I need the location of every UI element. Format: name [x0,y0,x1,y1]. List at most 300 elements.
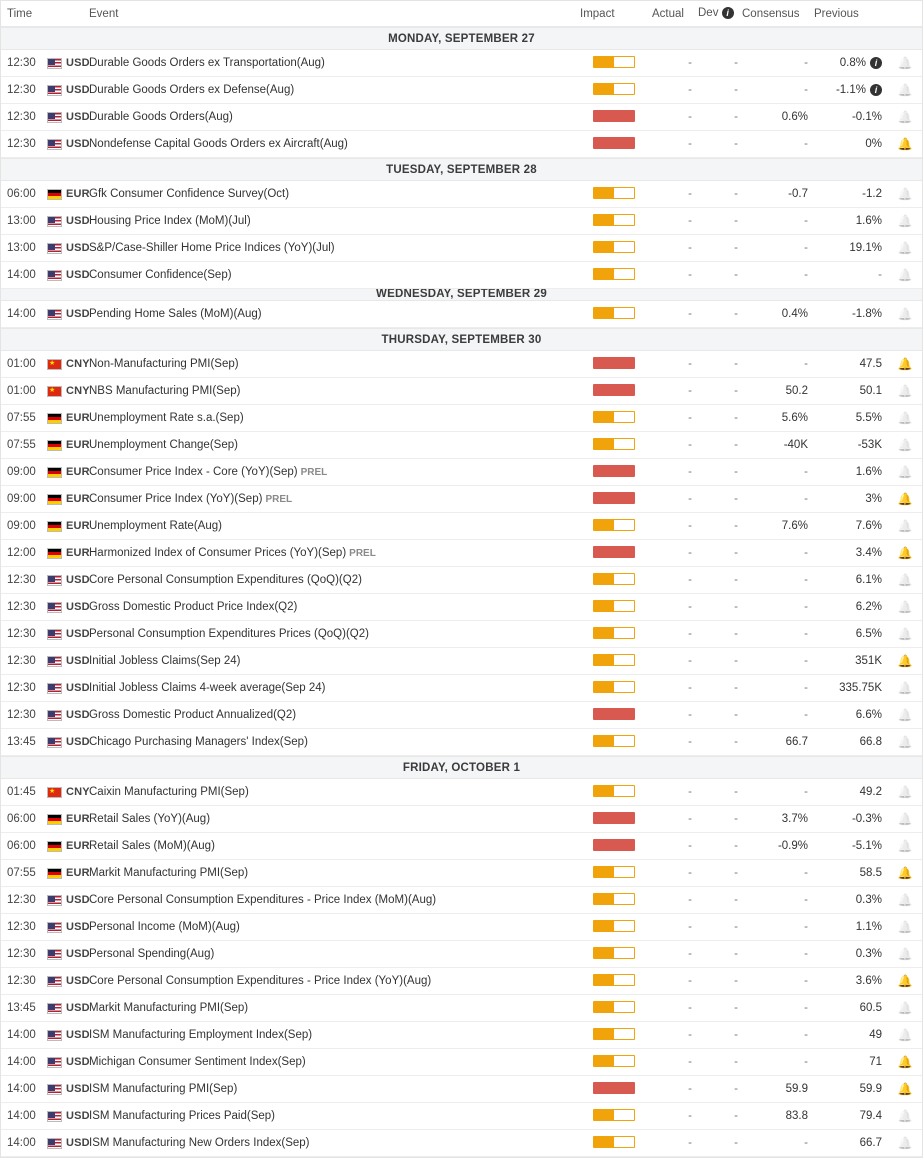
currency-cell [41,242,90,254]
bell-icon[interactable]: 🔔 [897,1135,913,1150]
table-row[interactable] [1,860,922,887]
column-header-dev[interactable] [698,7,742,19]
event-name-cell[interactable] [85,786,576,798]
alert-cell[interactable] [888,840,922,853]
info-icon[interactable]: i [870,84,882,96]
currency-cell [41,57,90,69]
bell-icon[interactable]: 🔔 [897,1027,913,1042]
currency-cell [41,736,90,748]
event-name-cell[interactable] [85,215,576,227]
currency-cell [41,601,90,613]
actual-value: - [688,948,692,960]
alert-cell[interactable] [888,628,922,641]
event-time: 09:00 [7,493,36,505]
event-name: Retail Sales (YoY)(Aug) [89,813,211,825]
bell-icon[interactable]: 🔔 [897,1000,913,1015]
previous-cell: 6.5% [855,628,882,640]
bell-icon[interactable]: 🔔 [897,919,913,934]
event-name-cell[interactable] [85,439,576,451]
currency-code: EUR [66,466,90,478]
previous-cell: 1.6% [855,215,882,227]
flag-cn-icon [47,359,62,370]
event-name-cell[interactable] [85,921,576,933]
event-time: 12:30 [7,948,36,960]
impact-cell [576,56,652,71]
table-row[interactable] [1,1049,922,1076]
alert-cell[interactable] [888,682,922,695]
event-time: 13:00 [7,215,36,227]
consensus-value: -40K [783,439,808,451]
event-name-cell[interactable] [85,975,576,987]
consensus-value: - [804,1137,808,1149]
deviation-value: - [734,813,738,825]
event-time: 12:30 [7,655,36,667]
flag-us-icon [47,710,62,721]
alert-cell[interactable] [888,439,922,452]
event-time: 12:30 [7,84,36,96]
currency-code: USD [66,975,90,987]
impact-cell [576,546,652,561]
impact-bar-med [593,1055,635,1067]
actual-value: - [688,439,692,451]
table-row[interactable] [1,995,922,1022]
flag-us-icon [47,85,62,96]
event-name-cell[interactable] [85,574,576,586]
flag-de-icon [47,413,62,424]
event-name: Retail Sales (MoM)(Aug) [89,840,215,852]
previous-cell: 49.2 [859,786,882,798]
alert-cell[interactable] [888,975,922,988]
event-name-cell[interactable] [85,269,576,281]
actual-value: - [688,1056,692,1068]
alert-cell[interactable] [888,1137,922,1150]
table-row[interactable] [1,729,922,756]
deviation-value: - [734,385,738,397]
bell-icon[interactable]: 🔔 [897,410,913,425]
event-name-cell[interactable] [85,1137,576,1149]
event-name-cell[interactable] [85,1056,576,1068]
event-time: 14:00 [7,1056,36,1068]
deviation-value: - [734,1029,738,1041]
consensus-value: - [804,682,808,694]
table-row[interactable] [1,131,922,158]
alert-cell[interactable] [888,520,922,533]
currency-code: USD [66,628,90,640]
event-name: Markit Manufacturing PMI(Sep) [89,1002,249,1014]
table-row[interactable] [1,104,922,131]
alert-cell[interactable] [888,736,922,749]
impact-bar-med [593,56,635,68]
flag-de-icon [47,841,62,852]
deviation-value: - [734,1002,738,1014]
bell-icon[interactable]: 🔔 [897,626,913,641]
alert-cell[interactable] [888,709,922,722]
event-name-cell[interactable] [85,111,576,123]
alert-cell[interactable] [888,412,922,425]
bell-icon[interactable]: 🔔 [897,946,913,961]
bell-icon[interactable]: 🔔 [897,186,913,201]
deviation-value: - [734,709,738,721]
bell-icon[interactable]: 🔔 [897,82,913,97]
flag-de-icon [47,548,62,559]
info-icon[interactable]: i [722,7,734,19]
actual-value: - [688,188,692,200]
table-row[interactable] [1,1076,922,1103]
event-name: Pending Home Sales (MoM)(Aug) [89,308,262,320]
deviation-value: - [734,867,738,879]
impact-cell [576,600,652,615]
alert-cell[interactable] [888,1056,922,1069]
event-name: Initial Jobless Claims(Sep 24) [89,655,241,667]
bell-icon[interactable]: 🔔 [897,356,913,371]
impact-cell [576,241,652,256]
event-name: Chicago Purchasing Managers' Index(Sep) [89,736,308,748]
bell-icon[interactable]: 🔔 [897,55,913,70]
column-header-event[interactable]: Event [89,7,119,20]
table-row[interactable] [1,378,922,405]
actual-value: - [688,655,692,667]
alert-cell[interactable] [888,138,922,151]
table-row[interactable] [1,77,922,104]
impact-bar-med [593,214,635,226]
currency-cell [41,466,90,478]
bell-icon[interactable]: 🔔 [897,973,913,988]
event-name-cell[interactable] [85,655,576,667]
flag-us-icon [47,216,62,227]
flag-us-icon [47,656,62,667]
event-name-cell[interactable] [85,813,576,825]
impact-bar-med [593,268,635,280]
bell-icon[interactable]: 🔔 [897,1081,913,1096]
consensus-value: -0.7 [788,188,808,200]
flag-us-icon [47,139,62,150]
bell-icon[interactable]: 🔔 [897,1054,913,1069]
currency-cell [41,188,90,200]
impact-cell [576,974,652,989]
flag-de-icon [47,494,62,505]
event-name-cell[interactable] [85,682,576,694]
deviation-value: - [734,948,738,960]
table-row[interactable] [1,779,922,806]
impact-cell [576,492,652,507]
event-name-cell[interactable] [85,138,576,150]
actual-value: - [688,921,692,933]
alert-cell[interactable] [888,655,922,668]
impact-bar-med [593,519,635,531]
flag-cn-icon [47,787,62,798]
table-row[interactable] [1,50,922,77]
flag-de-icon [47,440,62,451]
bell-icon[interactable]: 🔔 [897,213,913,228]
flag-us-icon [47,575,62,586]
deviation-value: - [734,84,738,96]
alert-cell[interactable] [888,1083,922,1096]
actual-value: - [688,867,692,879]
deviation-value: - [734,215,738,227]
currency-code: USD [66,111,90,123]
event-time: 12:00 [7,547,36,559]
bell-icon[interactable]: 🔔 [897,545,913,560]
event-name: Core Personal Consumption Expenditures - Price Index (MoM)(Aug) [89,894,437,906]
event-name-cell[interactable] [85,1029,576,1041]
bell-icon[interactable]: 🔔 [897,1108,913,1123]
event-time: 06:00 [7,188,36,200]
event-name-cell[interactable] [85,709,576,721]
bell-icon[interactable]: 🔔 [897,306,913,321]
flag-us-icon [47,895,62,906]
deviation-value: - [734,188,738,200]
event-name-cell[interactable] [85,308,576,320]
table-row[interactable] [1,567,922,594]
bell-icon[interactable]: 🔔 [897,437,913,452]
bell-icon[interactable]: 🔔 [897,811,913,826]
column-header-dev-label: Dev [698,7,719,20]
table-row[interactable] [1,262,922,289]
event-name: Durable Goods Orders(Aug) [89,111,233,123]
event-name-cell[interactable] [85,520,576,532]
table-row[interactable] [1,181,922,208]
event-name-cell[interactable] [85,547,576,559]
impact-bar-med [593,735,635,747]
alert-cell[interactable] [888,921,922,934]
alert-cell[interactable] [888,601,922,614]
alert-cell[interactable] [888,215,922,228]
alert-cell[interactable] [888,786,922,799]
previous-cell: 5.5% [855,412,882,424]
table-row[interactable] [1,1103,922,1130]
bell-icon[interactable]: 🔔 [897,572,913,587]
bell-icon[interactable]: 🔔 [897,865,913,880]
event-time: 12:30 [7,921,36,933]
currency-cell [41,813,90,825]
deviation-value: - [734,358,738,370]
table-row[interactable] [1,941,922,968]
table-row[interactable] [1,432,922,459]
event-name-cell[interactable] [85,84,576,96]
table-row[interactable] [1,648,922,675]
deviation-value: - [734,1137,738,1149]
bell-icon[interactable]: 🔔 [897,267,913,282]
bell-icon[interactable]: 🔔 [897,707,913,722]
bell-icon[interactable]: 🔔 [897,838,913,853]
deviation-value: - [734,242,738,254]
alert-cell[interactable] [888,385,922,398]
deviation-value: - [734,786,738,798]
table-row[interactable] [1,594,922,621]
consensus-value: 7.6% [781,520,808,532]
table-row[interactable] [1,513,922,540]
event-name-cell[interactable] [85,412,576,424]
event-name: Durable Goods Orders ex Defense(Aug) [89,84,295,96]
alert-cell[interactable] [888,894,922,907]
consensus-value: - [804,574,808,586]
bell-icon[interactable]: 🔔 [897,240,913,255]
table-row[interactable] [1,621,922,648]
event-name-cell[interactable] [85,628,576,640]
alert-cell[interactable] [888,57,922,70]
impact-bar-med [593,573,635,585]
deviation-value: - [734,493,738,505]
previous-cell: 1.6% [855,466,882,478]
table-row[interactable] [1,702,922,729]
alert-cell[interactable] [888,188,922,201]
table-row[interactable] [1,351,922,378]
preliminary-badge: PREL [265,494,293,505]
consensus-value: - [804,655,808,667]
previous-cell: 66.8 [859,736,882,748]
previous-cell: - [878,269,882,281]
alert-cell[interactable] [888,269,922,282]
currency-code: EUR [66,493,90,505]
currency-code: EUR [66,439,90,451]
event-name: Core Personal Consumption Expenditures (QoQ)(Q2) [89,574,362,586]
event-name-cell[interactable] [85,1083,576,1095]
alert-cell[interactable] [888,547,922,560]
currency-cell [41,520,90,532]
alert-cell[interactable] [888,574,922,587]
consensus-value: - [804,269,808,281]
flag-us-icon [47,309,62,320]
consensus-value: 0.6% [781,111,808,123]
alert-cell[interactable] [888,1110,922,1123]
table-row[interactable] [1,486,922,513]
previous-cell: 59.9 [859,1083,882,1095]
table-row[interactable] [1,675,922,702]
flag-us-icon [47,602,62,613]
event-name-cell[interactable] [85,1110,576,1122]
alert-cell[interactable] [888,1002,922,1015]
event-name-cell[interactable] [85,894,576,906]
column-header-impact[interactable] [576,8,652,20]
event-time: 07:55 [7,867,36,879]
event-name: Unemployment Rate(Aug) [89,520,222,532]
table-row[interactable] [1,405,922,432]
table-row[interactable] [1,235,922,262]
alert-cell[interactable] [888,867,922,880]
event-name-cell[interactable] [85,358,576,370]
flag-us-icon [47,1111,62,1122]
event-name-cell[interactable] [85,466,576,478]
event-name: Unemployment Change(Sep) [89,439,238,451]
currency-cell [41,111,90,123]
event-name-cell[interactable] [85,385,576,397]
event-name-cell[interactable] [85,736,576,748]
currency-cell [41,439,90,451]
info-icon[interactable]: i [870,57,882,69]
event-name: Non-Manufacturing PMI(Sep) [89,358,239,370]
table-row[interactable] [1,833,922,860]
alert-cell[interactable] [888,84,922,97]
impact-bar-med [593,438,635,450]
table-row[interactable] [1,301,922,328]
event-time: 01:45 [7,786,36,798]
column-header-time[interactable]: Time [7,7,33,20]
table-row[interactable] [1,806,922,833]
bell-icon[interactable]: 🔔 [897,892,913,907]
event-name: Michigan Consumer Sentiment Index(Sep) [89,1056,306,1068]
flag-de-icon [47,814,62,825]
bell-icon[interactable]: 🔔 [897,734,913,749]
currency-code: EUR [66,840,90,852]
bell-icon[interactable]: 🔔 [897,491,913,506]
impact-bar-med [593,1109,635,1121]
actual-value: - [688,709,692,721]
impact-bar-med [593,1136,635,1148]
table-row[interactable] [1,540,922,567]
impact-cell [576,839,652,854]
event-name-cell[interactable] [85,840,576,852]
event-name-cell[interactable] [85,948,576,960]
event-time: 07:55 [7,412,36,424]
column-header-actual[interactable]: Actual [652,7,684,20]
bell-icon[interactable]: 🔔 [897,518,913,533]
alert-cell[interactable] [888,1029,922,1042]
bell-icon[interactable]: 🔔 [897,653,913,668]
table-row[interactable] [1,1022,922,1049]
event-name-cell[interactable] [85,601,576,613]
event-name-cell[interactable] [85,867,576,879]
event-name-cell[interactable] [85,1002,576,1014]
bell-icon[interactable]: 🔔 [897,136,913,151]
event-name-cell[interactable] [85,188,576,200]
alert-cell[interactable] [888,358,922,371]
flag-us-icon [47,976,62,987]
bell-icon[interactable]: 🔔 [897,383,913,398]
table-row[interactable] [1,208,922,235]
alert-cell[interactable] [888,242,922,255]
table-row[interactable] [1,914,922,941]
alert-cell[interactable] [888,948,922,961]
deviation-value: - [734,138,738,150]
bell-icon[interactable]: 🔔 [897,784,913,799]
actual-value: - [688,138,692,150]
deviation-value: - [734,601,738,613]
event-name-cell[interactable] [85,242,576,254]
event-name-cell[interactable] [85,57,576,69]
alert-cell[interactable] [888,111,922,124]
table-row[interactable] [1,459,922,486]
alert-cell[interactable] [888,813,922,826]
previous-cell: -0.3% [851,813,882,825]
consensus-value: - [804,358,808,370]
bell-icon[interactable]: 🔔 [897,109,913,124]
consensus-value: - [804,84,808,96]
flag-us-icon [47,270,62,281]
bell-icon[interactable]: 🔔 [897,599,913,614]
consensus-value: - [804,786,808,798]
alert-cell[interactable] [888,493,922,506]
impact-cell [576,573,652,588]
currency-code: USD [66,1029,90,1041]
event-time: 14:00 [7,308,36,320]
table-row[interactable] [1,968,922,995]
column-header-consensus[interactable]: Consensus [742,7,800,20]
bell-icon[interactable]: 🔔 [897,464,913,479]
alert-cell[interactable] [888,308,922,321]
event-name: Harmonized Index of Consumer Prices (YoY)(Sep) [89,547,347,559]
bell-icon[interactable]: 🔔 [897,680,913,695]
event-time: 14:00 [7,1137,36,1149]
consensus-value: 3.7% [781,813,808,825]
event-name-cell[interactable] [85,493,576,505]
impact-cell [576,110,652,125]
column-header-previous[interactable]: Previous [814,7,859,20]
table-row[interactable] [1,1130,922,1157]
currency-code: USD [66,921,90,933]
table-row[interactable] [1,887,922,914]
alert-cell[interactable] [888,466,922,479]
currency-code: USD [66,215,90,227]
